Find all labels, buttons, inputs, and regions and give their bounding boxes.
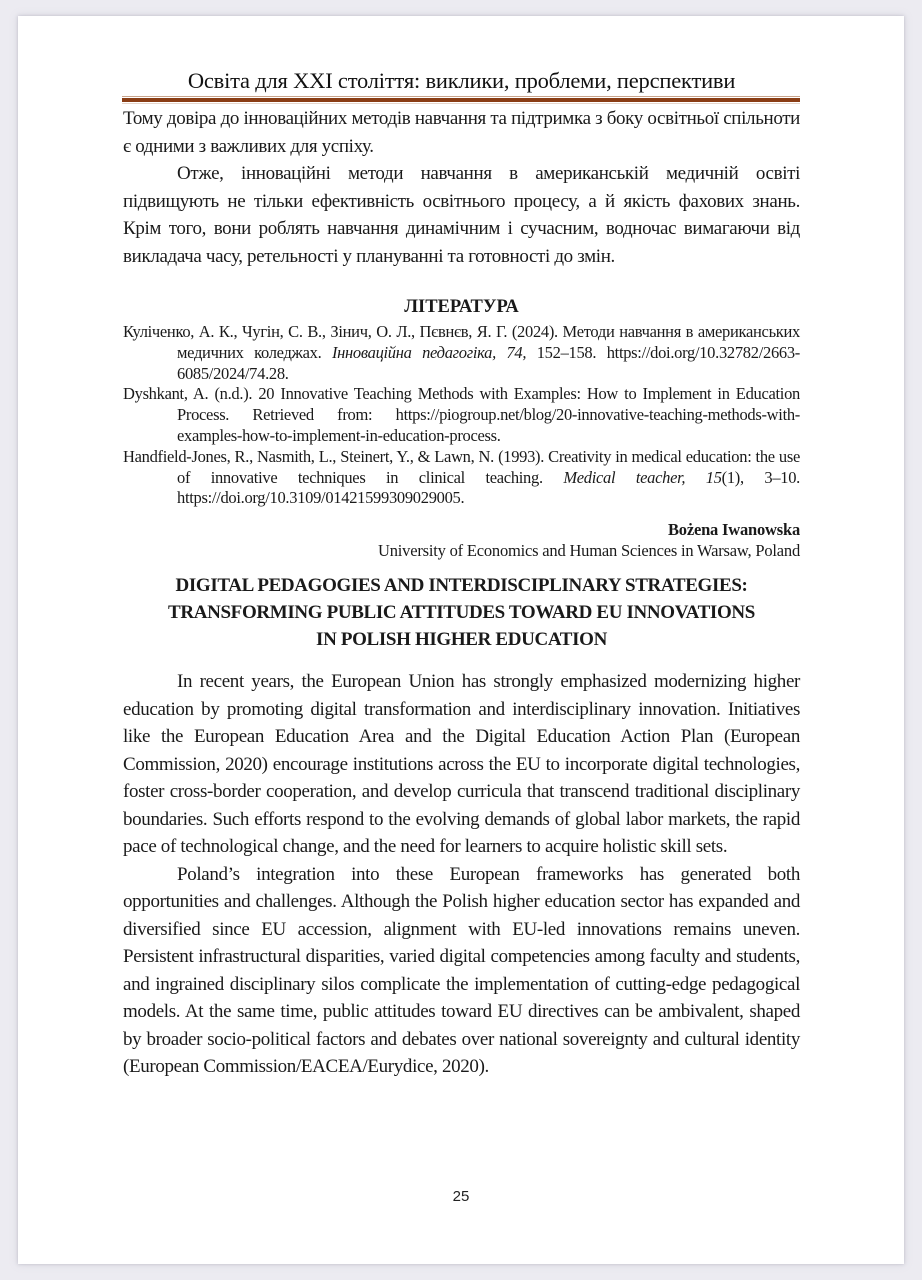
reference-item — [123, 384, 800, 446]
page-number: 25 — [452, 1188, 470, 1205]
reference-text-tail: 152–158. https://doi.org/10.32782/2663-6085/2024/74.28. — [177, 342, 800, 383]
article-title-line: TRANSFORMING PUBLIC ATTITUDES TOWARD EU INNOVATIONS — [168, 602, 755, 623]
reference-text: Куліченко, А. К., Чугін, С. В., Зінич, О. Л., Пєвнєв, Я. Г. (2024). Методи навчання в американських медичних коледжах. — [123, 322, 800, 362]
body-paragraph: Poland’s integration into these European frameworks has generated both opportunities and challenges. Although the Polish higher education sector has expanded and diversified since EU accession, alignment with EU-led innovations remains uneven. Persistent infrastructural disparities, varied digital competencies among faculty and students, and ingrained disciplinary silos complicate the implementation of cutting-edge pedagogical models. At the same time, public attitudes toward EU directives can be ambivalent, shaped by broader socio-political factors and debates over national sovereignty and cultural identity (European Commission/EACEA/Eurydice, 2020). — [123, 863, 800, 1077]
author-name: Bożena Iwanowska — [667, 520, 800, 539]
body-paragraph: Тому довіра до інноваційних методів навчання та підтримка з боку освітньої спільноти є одними з важливих для успіху. — [123, 108, 800, 157]
reference-text: Handfield-Jones, R., Nasmith, L., Steinert, Y., & Lawn, N. (1993). Creativity in medical education: the use of innovative techniques in clinical teaching. — [123, 446, 800, 487]
reference-item — [123, 322, 800, 384]
references-heading: ЛІТЕРАТУРА — [404, 297, 519, 317]
body-paragraph: Отже, інноваційні методи навчання в американській медичній освіті підвищують не тільки ефективність освітнього процесу, а й якість фахових знань. Крім того, вони роблять навчання динамічним і сучасним, водночас вимагаючи від викладача часу, ретельності у плануванні та готовності до змін. — [123, 163, 800, 267]
previous-article-conclusion — [123, 105, 800, 270]
header-rule-thick — [122, 98, 800, 102]
author-block — [123, 519, 800, 561]
header-rule-under — [122, 103, 800, 104]
references-list — [123, 322, 800, 509]
reference-text: Dyshkant, A. (n.d.). 20 Innovative Teaching Methods with Examples: How to Implement in Education Process. Retrieved from: https://piogroup.net/blog/20-innovative-teaching-methods-with-examples-how-to-implement-in-education-process. — [123, 384, 800, 445]
header-rule — [122, 96, 800, 103]
article-title-line: DIGITAL PEDAGOGIES AND INTERDISCIPLINARY STRATEGIES: — [175, 575, 748, 596]
running-header-title: Освіта для XXI століття: виклики, проблеми, перспективи — [187, 68, 736, 93]
article-body — [123, 668, 800, 1081]
reference-journal: Інноваційна педагогіка, 74, — [331, 342, 527, 362]
header-rule-thin — [122, 96, 800, 97]
reference-journal: Medical teacher, 15 — [563, 467, 722, 487]
document-page — [18, 16, 904, 1264]
article-title-line: IN POLISH HIGHER EDUCATION — [316, 629, 607, 650]
article-title — [123, 572, 800, 653]
references-section — [123, 295, 800, 509]
reference-text-tail: (1), 3–10. https://doi.org/10.3109/01421599309029005. — [177, 467, 800, 508]
reference-item — [123, 447, 800, 509]
author-affiliation: University of Economics and Human Sciences in Warsaw, Poland — [378, 541, 800, 560]
body-paragraph: In recent years, the European Union has strongly emphasized modernizing higher education by promoting digital transformation and interdisciplinary innovation. Initiatives like the European Education Area and the Digital Education Action Plan (European Commission, 2020) encourage institutions across the EU to incorporate digital technologies, foster cross-border cooperation, and develop curricula that transcend traditional disciplinary boundaries. Such efforts respond to the evolving demands of global labor markets, the rapid pace of technological change, and the need for learners to acquire holistic skill sets. — [123, 671, 800, 857]
